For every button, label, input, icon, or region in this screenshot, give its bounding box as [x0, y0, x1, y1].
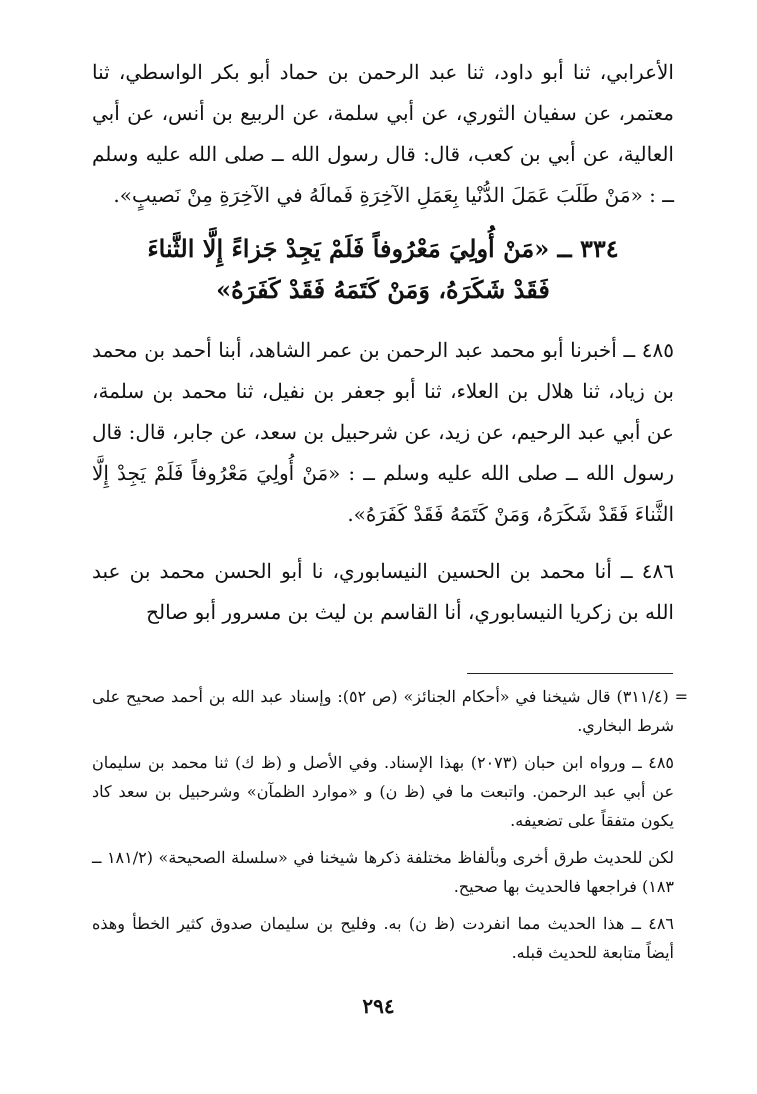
heading-line-2: فَقَدْ شَكَرَهُ، وَمَنْ كَتَمَهُ فَقَدْ كَفَرَهُ»	[216, 275, 550, 304]
paragraph-continuation: الأعرابي، ثنا أبو داود، ثنا عبد الرحمن بن حماد أبو بكر الواسطي، ثنا معتمر، عن سفيان الثوري، عن أبي سلمة، عن الربيع بن أنس، عن أبي العالية، عن أبي بن كعب، قال: قال رسول الله ــ صلى الله عليه وسلم ــ : «مَنْ طَلَبَ عَمَلَ الدُّنْيا بِعَمَلِ الآخِرَةِ فَمالَهُ في الآخِرَةِ مِنْ نَصيبٍ».	[92, 60, 674, 207]
hadith-heading	[92, 228, 674, 310]
footnotes	[92, 682, 688, 975]
footnote-485: ٤٨٥ ــ ورواه ابن حبان (٢٠٧٣) بهذا الإسناد. وفي الأصل و (ظ ك) ثنا محمد بن سليمان عن أبي عبد الرحمن. واتبعت ما في (ظ ن) و «موارد الظمآن» وشرحبيل بن سعد كاد يكون متفقاً على تضعيفه.	[92, 753, 675, 830]
main-text	[92, 52, 674, 633]
footnote-separator	[467, 673, 673, 674]
footnote-485-cont: لكن للحديث طرق أخرى وبألفاظ مختلفة ذكرها شيخنا في «سلسلة الصحيحة» (١٨١/٢ ــ ١٨٣) فراجعها فالحديث بها صحيح.	[92, 848, 675, 896]
continuation-mark: =	[674, 687, 688, 706]
footnote-continued	[92, 682, 688, 740]
hadith-485: ٤٨٥ ــ أخبرنا أبو محمد عبد الرحمن بن عمر الشاهد، أبنا أحمد بن محمد بن زياد، ثنا هلال بن العلاء، ثنا أبو جعفر بن نفيل، ثنا محمد بن سلمة، عن أبي عبد الرحيم، عن زيد، عن شرحبيل بن سعد، عن جابر، قال: قال رسول الله ــ صلى الله عليه وسلم ــ : «مَنْ أُولِيَ مَعْرُوفاً فَلَمْ يَجِدْ إِلَّا الثَّناءَ فَقَدْ شَكَرَهُ، وَمَنْ كَتَمَهُ فَقَدْ كَفَرَهُ».	[92, 338, 674, 526]
footnote-continued-text: (٣١١/٤) قال شيخنا في «أحكام الجنائز» (ص ٥٢): وإسناد عبد الله بن أحمد صحيح على شرط البخاري.	[92, 687, 674, 735]
hadith-486: ٤٨٦ ــ أنا محمد بن الحسين النيسابوري، نا أبو الحسن محمد بن عبد الله بن زكريا النيسابوري، أنا القاسم بن ليث بن مسرور أبو صالح	[92, 559, 674, 624]
heading-line-1: ٣٣٤ ــ «مَنْ أُولِيَ مَعْرُوفاً فَلَمْ يَجِدْ جَزاءً إِلَّا الثَّناءَ	[147, 234, 619, 263]
footnote-486: ٤٨٦ ــ هذا الحديث مما انفردت (ظ ن) به. وفليح بن سليمان صدوق كثير الخطأ وهذه أيضاً متابعة للحديث قبله.	[92, 914, 674, 962]
page-number: ٢٩٤	[362, 994, 395, 1018]
